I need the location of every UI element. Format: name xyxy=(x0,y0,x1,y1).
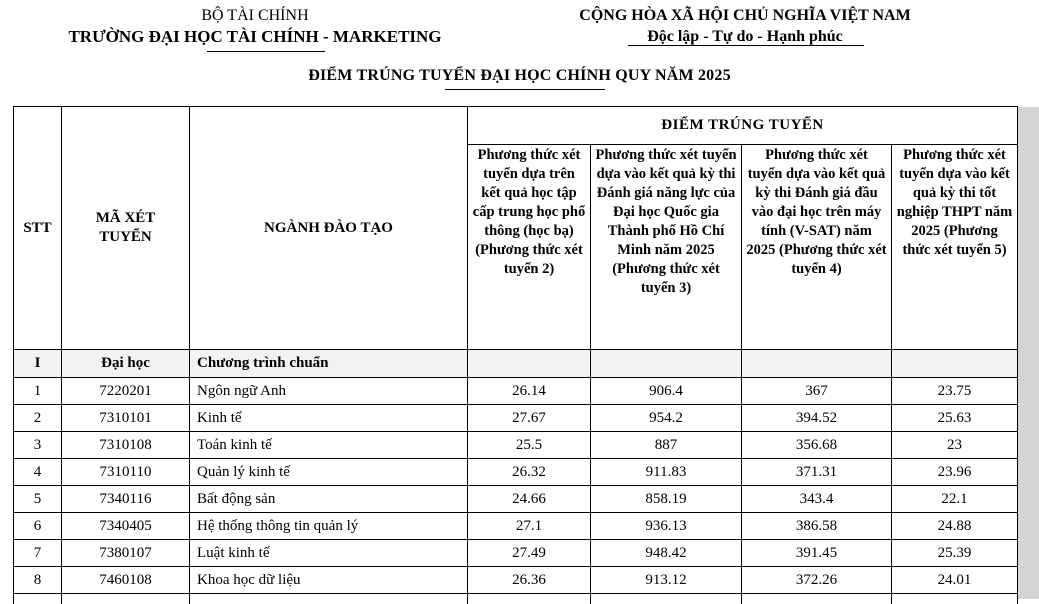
header-scores: ĐIỂM TRÚNG TUYỂN xyxy=(468,107,1018,145)
row-code: 7380107 xyxy=(62,540,190,567)
row-score-method-3: 858.19 xyxy=(591,486,742,513)
section-row xyxy=(14,350,1018,378)
header-method-4: Phương thức xét tuyển dựa vào kết quả kỳ thi Đánh giá đầu vào đại học trên máy tính (V-SAT) năm 2025 (Phương thức xét tuyển 4) xyxy=(742,145,892,350)
row-code: 7340405 xyxy=(62,513,190,540)
row-stt: 3 xyxy=(14,432,62,459)
row-code: 7460108 xyxy=(62,567,190,594)
ministry-name: BỘ TÀI CHÍNH xyxy=(40,6,470,26)
row-stt: 6 xyxy=(14,513,62,540)
row-score-method-5: 24.88 xyxy=(892,513,1018,540)
row-score-method-4: 394.52 xyxy=(742,405,892,432)
row-major: Luật kinh tế xyxy=(190,540,468,567)
row-score-method-4: 343.4 xyxy=(742,486,892,513)
row-score-method-2: 27.49 xyxy=(468,540,591,567)
row-score-method-4: 356.68 xyxy=(742,432,892,459)
table-row xyxy=(14,513,1018,540)
row-major: Ngôn ngữ Anh xyxy=(190,378,468,405)
row-stt: 7 xyxy=(14,540,62,567)
row-score-method-2: 24.66 xyxy=(468,486,591,513)
row-score-method-5: 23.96 xyxy=(892,459,1018,486)
header-code: MÃ XÉT TUYỂN xyxy=(62,107,190,350)
row-score-method-3: 936.13 xyxy=(591,513,742,540)
row-score-method-5: 24.01 xyxy=(892,567,1018,594)
row-major: Bất động sản xyxy=(190,486,468,513)
header-method-3: Phương thức xét tuyển dựa vào kết quả kỳ thi Đánh giá năng lực của Đại học Quốc gia Thành phố Hồ Chí Minh năm 2025 (Phương thức xét tuyển 3) xyxy=(591,145,742,350)
row-score-method-4: 367 xyxy=(742,378,892,405)
row-score-method-4: 391.45 xyxy=(742,540,892,567)
issuer-block xyxy=(40,6,470,48)
row-major: Kinh tế xyxy=(190,405,468,432)
row-stt: 2 xyxy=(14,405,62,432)
row-stt: 5 xyxy=(14,486,62,513)
row-score-method-5: 23 xyxy=(892,432,1018,459)
row-score-method-5: 23.75 xyxy=(892,378,1018,405)
row-code: 7310110 xyxy=(62,459,190,486)
row-code: 7310101 xyxy=(62,405,190,432)
document-title: ĐIỂM TRÚNG TUYỂN ĐẠI HỌC CHÍNH QUY NĂM 2025 xyxy=(0,67,1039,85)
table-row xyxy=(14,405,1018,432)
row-score-method-3: 906.4 xyxy=(591,378,742,405)
row-stt: 4 xyxy=(14,459,62,486)
section-stt: I xyxy=(14,350,62,378)
row-code: 7310108 xyxy=(62,432,190,459)
row-score-method-2: 27.67 xyxy=(468,405,591,432)
table-row xyxy=(14,378,1018,405)
row-score-method-3: 887 xyxy=(591,432,742,459)
table-row xyxy=(14,567,1018,594)
row-stt: 1 xyxy=(14,378,62,405)
row-score-method-4: 371.31 xyxy=(742,459,892,486)
header-method-2: Phương thức xét tuyển dựa trên kết quả học tập cấp trung học phổ thông (học bạ) (Phương thức xét tuyển 2) xyxy=(468,145,591,350)
table-row xyxy=(14,459,1018,486)
row-major: Quản lý kinh tế xyxy=(190,459,468,486)
university-name: TRƯỜNG ĐẠI HỌC TÀI CHÍNH - MARKETING xyxy=(41,26,469,48)
row-score-method-2: 26.14 xyxy=(468,378,591,405)
motto-underline xyxy=(628,45,864,46)
row-score-method-2: 25.5 xyxy=(468,432,591,459)
table-row xyxy=(14,486,1018,513)
country-name: CỘNG HÒA XÃ HỘI CHỦ NGHĨA VIỆT NAM xyxy=(540,6,950,26)
section-program: Chương trình chuẩn xyxy=(190,350,468,378)
row-major: Hệ thống thông tin quản lý xyxy=(190,513,468,540)
header-method-5: Phương thức xét tuyển dựa vào kết quả kỳ thi tốt nghiệp THPT năm 2025 (Phương thức xét tuyển 5) xyxy=(892,145,1018,350)
national-block xyxy=(540,6,950,48)
row-score-method-4: 386.58 xyxy=(742,513,892,540)
row-score-method-2: 27.1 xyxy=(468,513,591,540)
page-margin xyxy=(1017,107,1039,599)
row-score-method-3: 913.12 xyxy=(591,567,742,594)
table-row xyxy=(14,540,1018,567)
row-score-method-3: 948.42 xyxy=(591,540,742,567)
row-score-method-5: 25.63 xyxy=(892,405,1018,432)
national-motto: Độc lập - Tự do - Hạnh phúc xyxy=(540,26,950,48)
title-underline xyxy=(445,89,605,90)
table-row xyxy=(14,432,1018,459)
row-code: 7220201 xyxy=(62,378,190,405)
header-major: NGÀNH ĐÀO TẠO xyxy=(190,107,468,350)
row-score-method-5: 22.1 xyxy=(892,486,1018,513)
issuer-underline xyxy=(207,51,325,52)
header-stt: STT xyxy=(14,107,62,350)
row-score-method-4: 372.26 xyxy=(742,567,892,594)
row-score-method-2: 26.36 xyxy=(468,567,591,594)
row-major: Toán kinh tế xyxy=(190,432,468,459)
row-major: Khoa học dữ liệu xyxy=(190,567,468,594)
row-score-method-3: 954.2 xyxy=(591,405,742,432)
row-stt: 8 xyxy=(14,567,62,594)
admission-score-table xyxy=(13,106,1018,604)
row-code: 7340116 xyxy=(62,486,190,513)
row-score-method-2: 26.32 xyxy=(468,459,591,486)
section-code: Đại học xyxy=(62,350,190,378)
row-score-method-3: 911.83 xyxy=(591,459,742,486)
row-score-method-5: 25.39 xyxy=(892,540,1018,567)
